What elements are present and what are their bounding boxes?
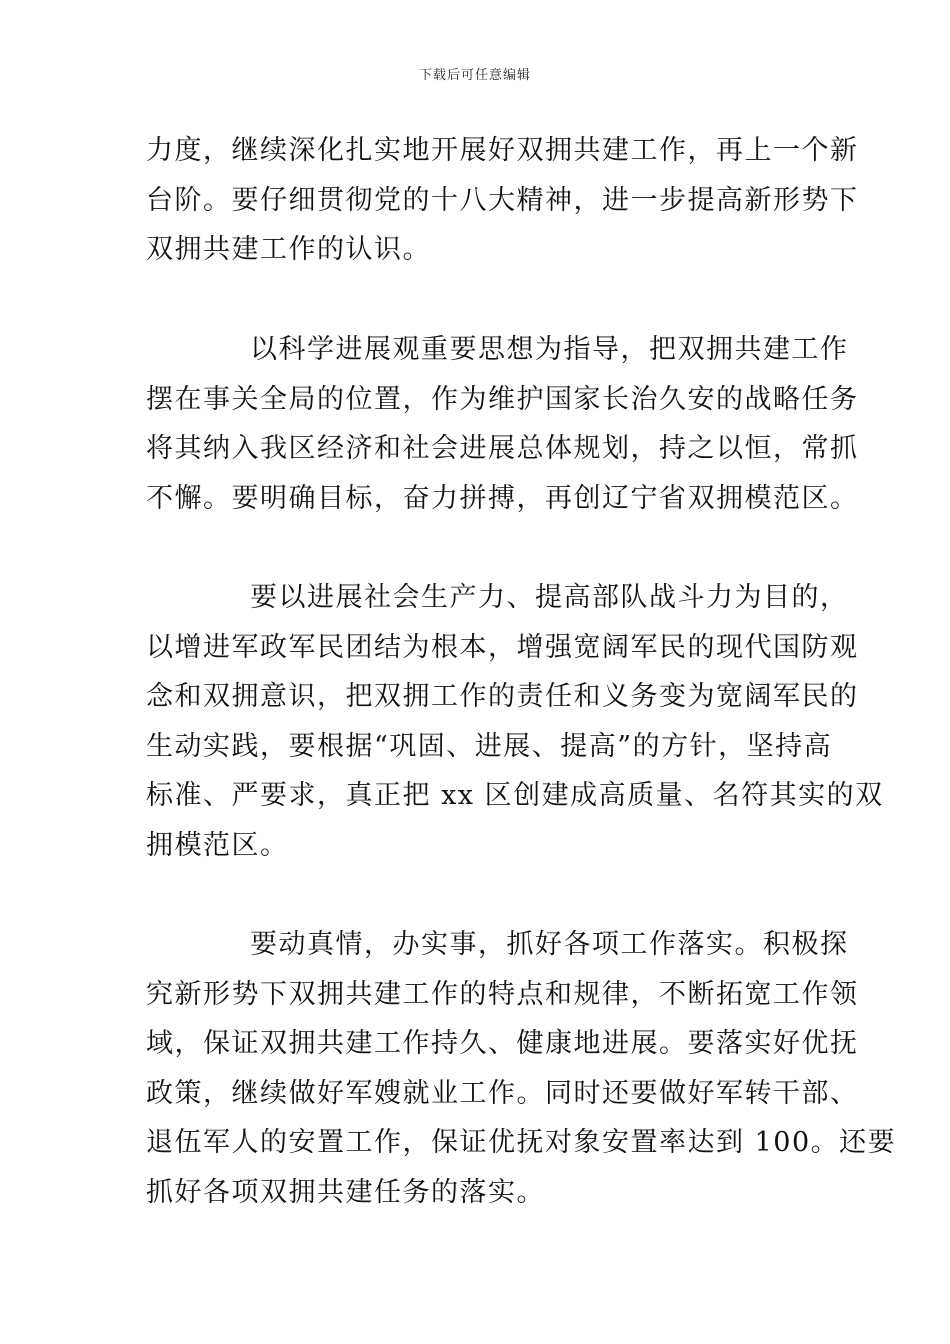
paragraph-line: 要动真情，办实事，抓好各项工作落实。积极探 <box>250 929 849 960</box>
paragraph-line: 拥模范区。 <box>146 829 289 861</box>
paragraph-line: 域，保证双拥共建工作持久、健康地进展。要落实好优抚 <box>146 1028 859 1059</box>
paragraph-line: 究新形势下双拥共建工作的特点和规律，不断拓宽工作领 <box>146 978 859 1010</box>
paragraph-line: 退伍军人的安置工作，保证优抚对象安置率达到 100。还要 <box>146 1127 897 1158</box>
header-note: 下载后可任意编辑 <box>418 68 531 83</box>
paragraph-2 <box>146 325 859 523</box>
paragraph-line: 标准、严要求，真正把 xx 区创建成高质量、名符其实的双 <box>146 780 884 811</box>
paragraph-line: 要以进展社会生产力、提高部队战斗力为目的， <box>250 582 849 613</box>
paragraph-line: 台阶。要仔细贯彻党的十八大精神，进一步提高新形势下 <box>146 184 859 216</box>
paragraph-line: 以科学进展观重要思想为指导，把双拥共建工作 <box>250 334 849 365</box>
paragraph-3 <box>146 573 884 870</box>
paragraph-line: 摆在事关全局的位置，作为维护国家长治久安的战略任务 <box>146 383 859 415</box>
paragraph-line: 双拥共建工作的认识。 <box>146 234 431 265</box>
paragraph-line: 生动实践，要根据“巩固、进展、提高”的方针，坚持高 <box>146 730 833 762</box>
paragraph-line: 念和双拥意识，把双拥工作的责任和义务变为宽阔军民的 <box>146 681 859 712</box>
paragraph-line: 以增进军政军民团结为根本，增强宽阔军民的现代国防观 <box>146 631 859 663</box>
paragraph-line: 力度，继续深化扎实地开展好双拥共建工作，再上一个新 <box>146 135 859 166</box>
paragraph-line: 政策，继续做好军嫂就业工作。同时还要做好军转干部、 <box>146 1077 859 1109</box>
paragraph-4 <box>146 920 897 1217</box>
paragraph-line: 将其纳入我区经济和社会进展总体规划，持之以恒，常抓 <box>146 433 859 464</box>
paragraph-line: 抓好各项双拥共建任务的落实。 <box>146 1176 545 1208</box>
paragraph-1 <box>146 126 859 275</box>
paragraph-line: 不懈。要明确目标，奋力拼搏，再创辽宁省双拥模范区。 <box>146 482 859 514</box>
